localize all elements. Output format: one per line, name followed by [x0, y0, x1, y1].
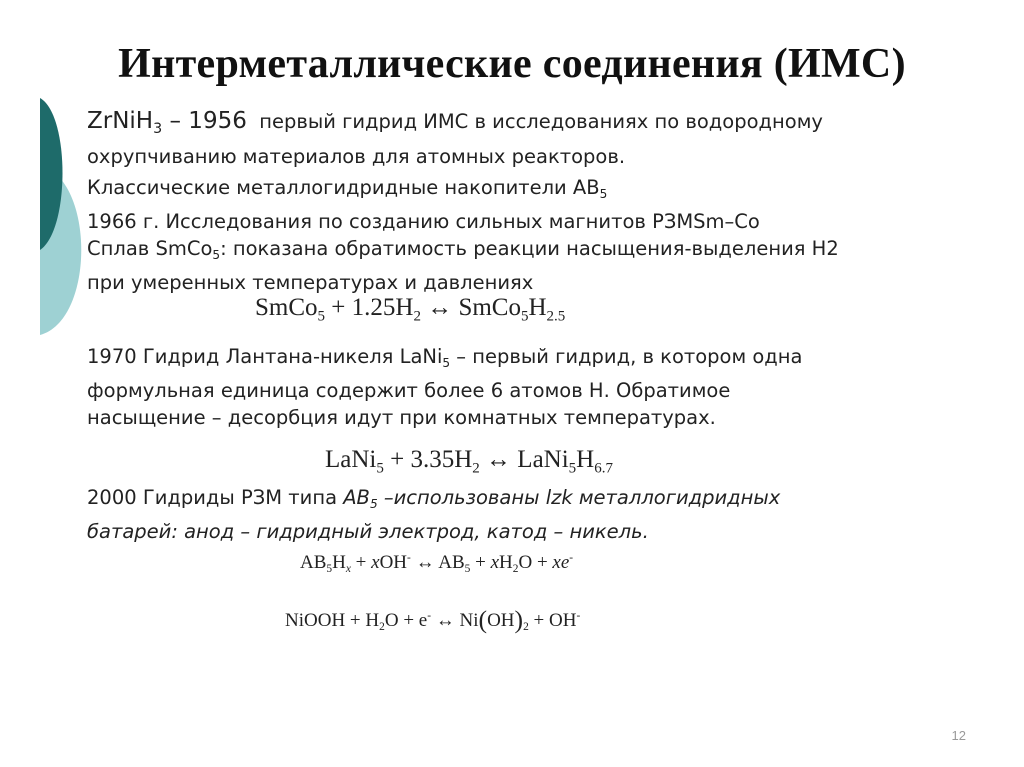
slide-title: Интерметаллические соединения (ИМС)	[118, 41, 906, 87]
paragraph-line: ZrNiH$_3$ – 1956 первый гидрид ИМС в исследованиях по водородному	[87, 108, 823, 137]
paragraph-line: 1966 г. Исследования по созданию сильных магнитов РЗМSm–Co	[87, 210, 760, 234]
paragraph-line: при умеренных температурах и давлениях	[87, 271, 534, 295]
paragraph-line: формульная единица содержит более 6 атомов Н. Обратимое	[87, 379, 731, 403]
equation-lani5-hydriding: LaNi$_5$ + $3.35H_2$ ↔ $LaNi_5H_{6.7}$	[325, 446, 613, 477]
paragraph-line: Классические металлогидридные накопители $АВ_5$	[87, 176, 608, 202]
history-1970-paragraph	[87, 343, 987, 431]
paragraph-line: 1970 Гидрид Лантана-никеля LaNi$_5$ – первый гидрид, в котором одна	[87, 345, 803, 371]
history-2000-paragraph	[87, 484, 987, 545]
paragraph-line: батарей: анод – гидридный электрод, катод – никель.	[87, 520, 649, 544]
equation-smco5-hydriding: SmCo$_5$ + $1.25H_2$ ↔ $SmCo_5H_{2.5}$	[255, 294, 566, 325]
history-1956-paragraph	[87, 108, 987, 170]
paragraph-line: 2000 Гидриды РЗМ типа $АВ_5$ –использованы lzk металлогидридных	[87, 486, 781, 512]
equation-anode-reaction: $AB_5H_x + xOH^-$ ↔ $AB_5 + xH_2O + xe^-$	[300, 552, 574, 575]
zrnih3-formula: ZrNiH$_3$ – 1956	[87, 108, 247, 137]
classic-hydride-paragraph	[87, 174, 987, 296]
paragraph-line: Сплав SmCo$_5$: показана обратимость реакции насыщения-выделения Н2	[87, 237, 839, 263]
paragraph-line: охрупчиванию материалов для атомных реакторов.	[87, 144, 626, 168]
page-number: 12	[951, 728, 966, 743]
paragraph-line: насыщение – десорбция идут при комнатных температурах.	[87, 406, 716, 430]
equation-cathode-reaction: NiOOH + $H_2O + e^-$ ↔ $Ni(OH)_2 + OH^-$	[285, 605, 581, 634]
